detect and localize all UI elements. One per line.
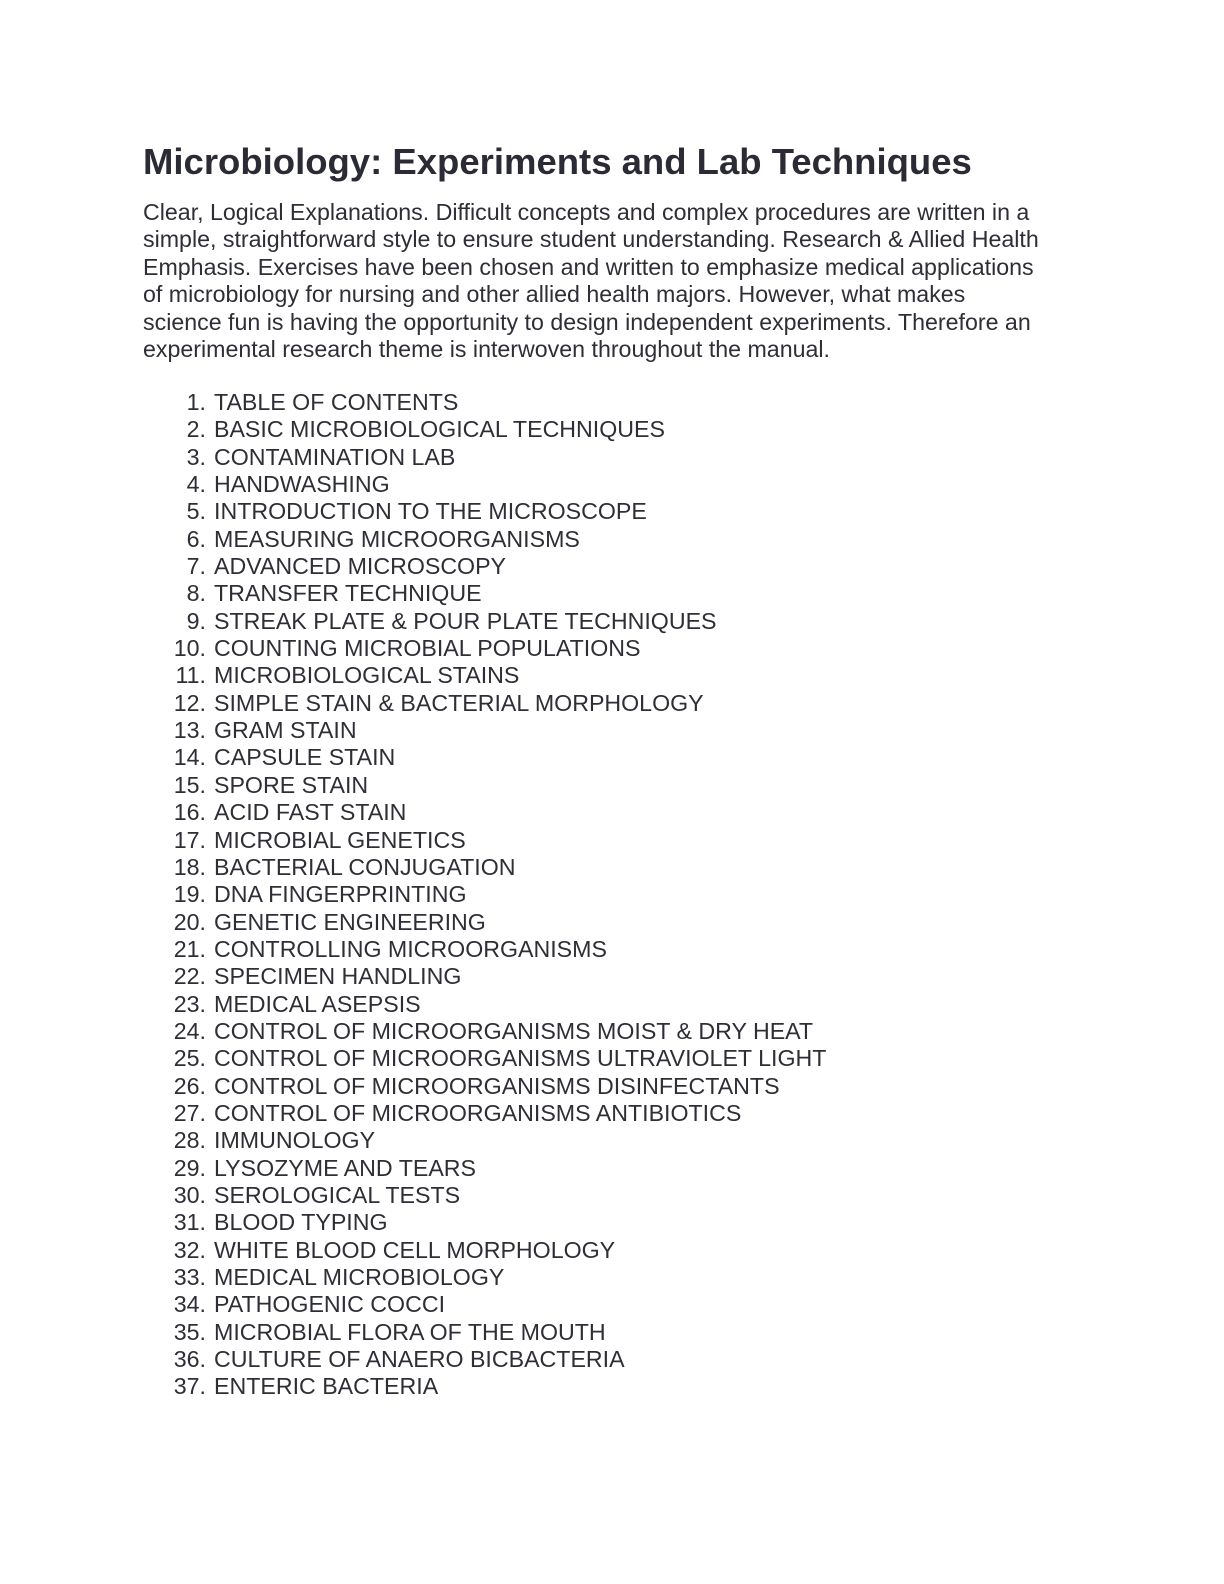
toc-item-label: SIMPLE STAIN & BACTERIAL MORPHOLOGY	[214, 689, 704, 716]
toc-item-label: CONTROL OF MICROORGANISMS MOIST & DRY HEAT	[214, 1017, 814, 1044]
toc-item-number: 22.	[173, 963, 206, 990]
toc-item-number: 27.	[173, 1099, 206, 1126]
toc-item-number: 35.	[173, 1318, 206, 1345]
toc-item-number: 23.	[173, 990, 206, 1017]
toc-item-label: ENTERIC BACTERIA	[214, 1373, 439, 1400]
toc-item-number: 5.	[186, 498, 206, 525]
toc-item-number: 30.	[173, 1181, 206, 1208]
intro-line: Emphasis. Exercises have been chosen and written to emphasize medical applications	[143, 253, 1034, 280]
toc-item-number: 1.	[186, 389, 206, 415]
toc-item-label: CONTAMINATION LAB	[214, 443, 456, 470]
toc-item-number: 34.	[173, 1291, 206, 1318]
toc-item-label: STREAK PLATE & POUR PLATE TECHNIQUES	[214, 607, 717, 634]
toc-item-number: 24.	[173, 1017, 206, 1044]
toc-item-label: INTRODUCTION TO THE MICROSCOPE	[214, 498, 647, 525]
toc-item-label: MICROBIAL FLORA OF THE MOUTH	[214, 1318, 606, 1345]
toc-item-label: BLOOD TYPING	[214, 1209, 388, 1236]
toc-item-label: SEROLOGICAL TESTS	[214, 1181, 461, 1208]
toc-item-number: 16.	[173, 799, 206, 826]
toc-item-label: SPECIMEN HANDLING	[214, 963, 462, 990]
toc-item-label: CONTROL OF MICROORGANISMS DISINFECTANTS	[214, 1072, 780, 1099]
toc-item-label: COUNTING MICROBIAL POPULATIONS	[214, 635, 641, 662]
intro-paragraph	[143, 199, 1073, 363]
toc-item-number: 32.	[173, 1236, 206, 1263]
toc-item-label: CONTROL OF MICROORGANISMS ANTIBIOTICS	[214, 1099, 742, 1126]
toc-item-number: 33.	[173, 1264, 206, 1290]
toc-item-label: MICROBIAL GENETICS	[214, 826, 466, 853]
toc-item-number: 11.	[175, 662, 206, 689]
toc-item-label: SPORE STAIN	[214, 771, 369, 798]
toc-item-label: CONTROLLING MICROORGANISMS	[214, 935, 607, 962]
toc-item-number: 36.	[173, 1346, 206, 1373]
toc-item-number: 19.	[173, 881, 206, 908]
toc-item-number: 17.	[173, 826, 206, 853]
toc-item-number: 31.	[173, 1209, 206, 1236]
toc-item-label: GENETIC ENGINEERING	[214, 908, 486, 935]
toc-item-label: CONTROL OF MICROORGANISMS ULTRAVIOLET LIGHT	[214, 1045, 827, 1072]
toc-item-label: GRAM STAIN	[214, 717, 357, 744]
toc-item-label: ACID FAST STAIN	[214, 799, 407, 826]
toc-item-number: 6.	[186, 525, 206, 552]
toc-item-label: ADVANCED MICROSCOPY	[214, 553, 507, 580]
toc-item-number: 20.	[173, 908, 206, 935]
toc-item-number: 9.	[186, 607, 206, 634]
toc-item-label: MEASURING MICROORGANISMS	[214, 525, 580, 552]
toc-item-label: PATHOGENIC COCCI	[214, 1291, 446, 1318]
toc-item-number: 4.	[186, 471, 206, 498]
intro-line: Clear, Logical Explanations. Difficult concepts and complex procedures are written in a	[143, 199, 1030, 225]
toc-item-number: 26.	[173, 1072, 206, 1099]
toc-item-number: 25.	[173, 1045, 206, 1072]
toc-item-number: 8.	[186, 580, 206, 607]
toc-item-label: HANDWASHING	[214, 471, 390, 498]
toc-item-label: BACTERIAL CONJUGATION	[214, 853, 516, 880]
intro-line: experimental research theme is interwoven throughout the manual.	[143, 336, 830, 363]
toc-item-number: 21.	[173, 935, 206, 962]
toc-item-label: MEDICAL ASEPSIS	[214, 990, 421, 1017]
toc-item-label: MICROBIOLOGICAL STAINS	[214, 662, 520, 689]
toc-item-number: 10.	[173, 635, 206, 662]
toc-item-label: BASIC MICROBIOLOGICAL TECHNIQUES	[214, 416, 665, 443]
toc-item-number: 18.	[173, 853, 206, 880]
toc-item-label: LYSOZYME AND TEARS	[214, 1154, 477, 1181]
toc-item-label: TRANSFER TECHNIQUE	[214, 580, 482, 607]
toc-item-number: 13.	[173, 717, 206, 744]
toc-item-number: 3.	[186, 443, 206, 470]
toc-item-number: 7.	[186, 553, 206, 580]
toc-item-number: 12.	[173, 689, 206, 716]
toc-item-number: 29.	[173, 1154, 206, 1181]
intro-line: science fun is having the opportunity to design independent experiments. Therefore an	[143, 308, 1031, 335]
toc-item-label: IMMUNOLOGY	[214, 1127, 376, 1154]
page-title: Microbiology: Experiments and Lab Techniques	[143, 141, 972, 182]
intro-line: simple, straightforward style to ensure student understanding. Research & Allied Health	[143, 226, 1039, 253]
toc-item-number: 15.	[173, 771, 206, 798]
toc-item-number: 37.	[173, 1373, 206, 1400]
intro-line: of microbiology for nursing and other allied health majors. However, what makes	[143, 281, 966, 308]
toc-item-label: TABLE OF CONTENTS	[214, 389, 459, 415]
toc-item-number: 14.	[173, 744, 206, 771]
toc-item-label: CULTURE OF ANAERO BICBACTERIA	[214, 1346, 625, 1373]
toc-item-number: 28.	[173, 1127, 206, 1154]
toc-item-label: WHITE BLOOD CELL MORPHOLOGY	[214, 1236, 616, 1263]
toc-item-label: DNA FINGERPRINTING	[214, 881, 467, 908]
toc-item-label: MEDICAL MICROBIOLOGY	[214, 1264, 505, 1290]
toc-item-label: CAPSULE STAIN	[214, 744, 396, 771]
toc-item-number: 2.	[186, 416, 206, 443]
